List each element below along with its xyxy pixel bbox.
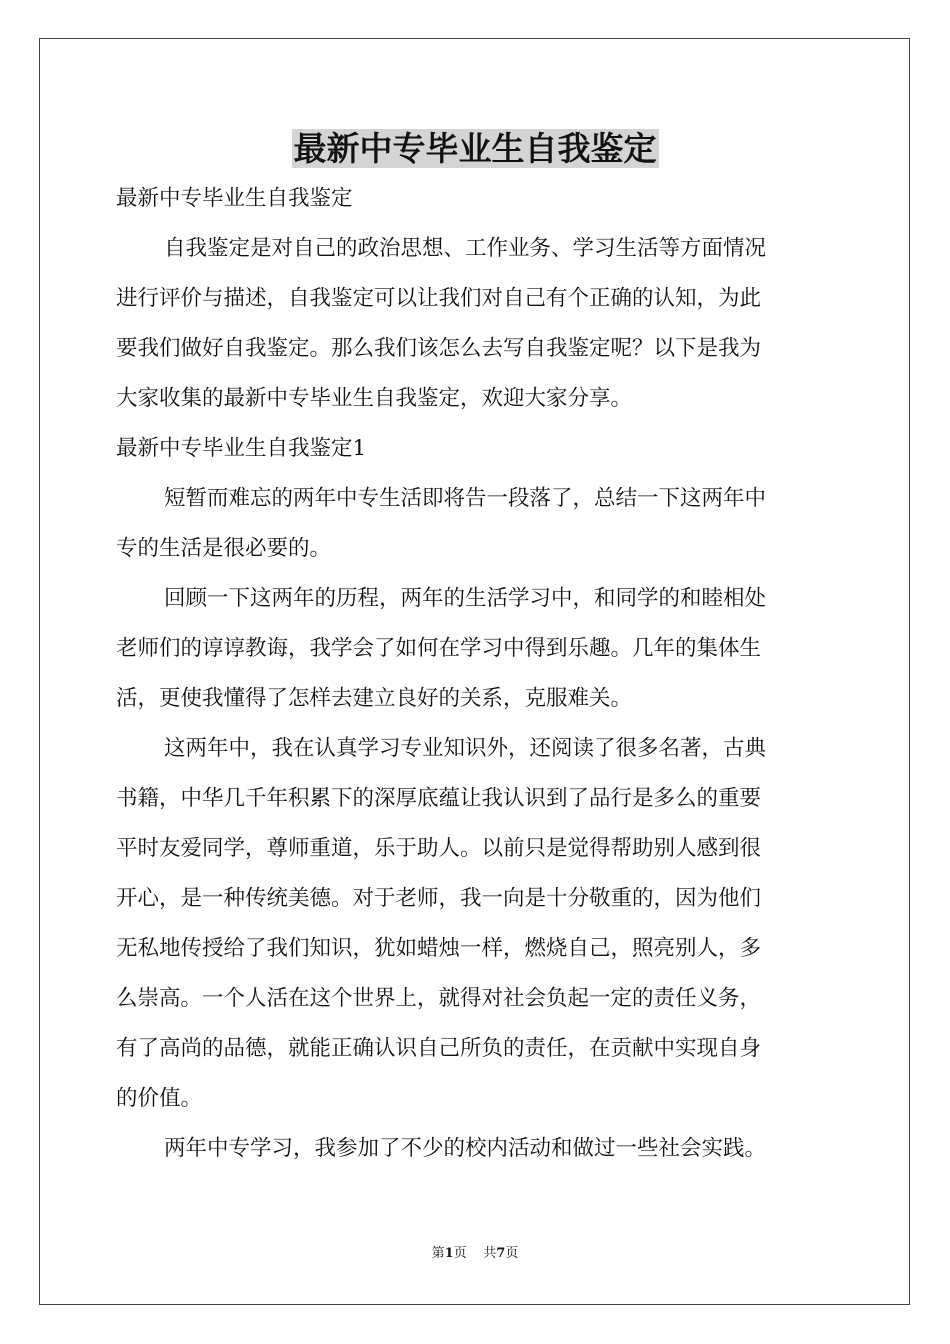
text-line: 最新中专毕业生自我鉴定1 [116, 436, 367, 461]
footer-page-suffix: 页 [453, 1246, 467, 1261]
page-footer [0, 1244, 950, 1264]
document-title-text: 最新中专毕业生自我鉴定 [293, 129, 657, 168]
text-line: 开心，是一种传统美德。对于老师，我一向是十分敬重的，因为他们 [116, 886, 762, 911]
text-line: 么崇高。一个人活在这个世界上，就得对社会负起一定的责任义务， [116, 986, 762, 1011]
text-line: 无私地传授给了我们知识，犹如蜡烛一样，燃烧自己，照亮别人，多 [116, 936, 762, 961]
footer-page-current: 1 [444, 1246, 454, 1261]
footer-total-suffix: 页 [505, 1246, 519, 1261]
text-line: 回顾一下这两年的历程，两年的生活学习中，和同学的和睦相处 [164, 586, 767, 611]
document-body [116, 174, 836, 1174]
text-line: 大家收集的最新中专毕业生自我鉴定，欢迎大家分享。 [116, 386, 633, 411]
text-line: 的价值。 [116, 1086, 203, 1111]
text-line: 书籍，中华几千年积累下的深厚底蕴让我认识到了品行是多么的重要 [116, 786, 762, 811]
document-title [0, 124, 950, 174]
text-line: 短暂而难忘的两年中专生活即将告一段落了，总结一下这两年中 [164, 486, 767, 511]
text-line: 最新中专毕业生自我鉴定 [116, 186, 353, 211]
footer-page-total: 7 [496, 1246, 506, 1261]
text-line: 活，更使我懂得了怎样去建立良好的关系，克服难关。 [116, 686, 633, 711]
text-line: 这两年中，我在认真学习专业知识外，还阅读了很多名著，古典 [164, 736, 767, 761]
footer-page-prefix: 第 [431, 1246, 445, 1261]
text-line: 进行评价与描述，自我鉴定可以让我们对自己有个正确的认知，为此 [116, 286, 762, 311]
text-line: 平时友爱同学，尊师重道，乐于助人。以前只是觉得帮助别人感到很 [116, 836, 762, 861]
text-line: 要我们做好自我鉴定。那么我们该怎么去写自我鉴定呢？以下是我为 [116, 336, 762, 361]
text-line: 老师们的谆谆教诲，我学会了如何在学习中得到乐趣。几年的集体生 [116, 636, 762, 661]
text-line: 有了高尚的品德，就能正确认识自己所负的责任，在贡献中实现自身 [116, 1036, 762, 1061]
text-line: 自我鉴定是对自己的政治思想、工作业务、学习生活等方面情况 [164, 236, 767, 261]
text-line: 两年中专学习，我参加了不少的校内活动和做过一些社会实践。 [164, 1136, 767, 1161]
footer-total-prefix: 共 [483, 1246, 497, 1261]
text-line: 专的生活是很必要的。 [116, 536, 332, 561]
